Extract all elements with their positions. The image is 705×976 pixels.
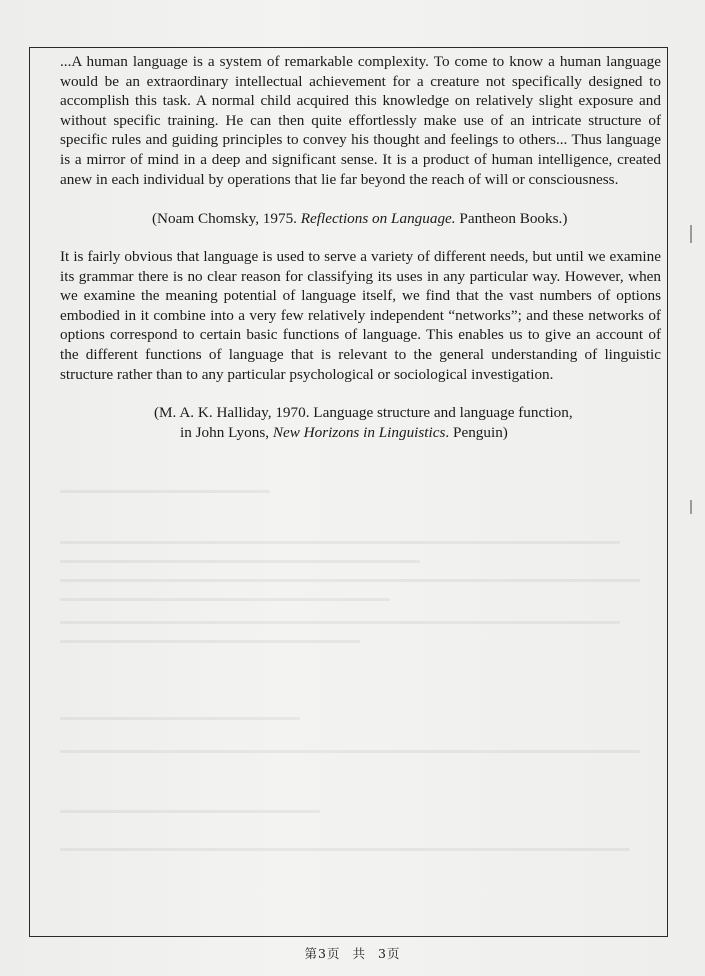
citation-publisher: Pantheon Books.) bbox=[455, 210, 568, 227]
bleed-through-line bbox=[60, 810, 320, 813]
total-pages-label: 3页 bbox=[378, 946, 401, 961]
bleed-through-line bbox=[60, 598, 390, 601]
bleed-through-line bbox=[60, 717, 300, 720]
bleed-through-line bbox=[60, 640, 360, 643]
bleed-through-line bbox=[60, 560, 420, 563]
current-page-label: 第3页 bbox=[304, 946, 341, 961]
citation-book-title: New Horizons in Linguistics bbox=[272, 424, 446, 441]
total-label: 共 bbox=[352, 946, 366, 961]
citation-book-title: Reflections on Language. bbox=[300, 210, 456, 227]
bleed-through-line bbox=[60, 848, 630, 851]
citation-publisher: . Penguin) bbox=[445, 424, 508, 441]
citation-editor: in John Lyons, bbox=[180, 424, 273, 441]
halliday-quote: It is fairly obvious that language is used to serve a variety of different needs, but until we examine its grammar there is no clear reason for classifying its uses in any particular way. However, when we examine the meaning potential of language itself, we find that the vast numbers of options embodied in it combine into a very few relatively independent “networks”; and these networks of options correspond to certain basic functions of language. This enables us to give an account of the different functions of language that is relevant to the general understanding of linguistic structure rather than to any particular psychological or sociological investigation. bbox=[60, 248, 661, 383]
citation-author: (Noam Chomsky, 1975. bbox=[152, 210, 301, 227]
margin-mark bbox=[690, 500, 692, 514]
bleed-through-line bbox=[60, 490, 270, 493]
margin-mark bbox=[690, 225, 692, 243]
halliday-citation-line2 bbox=[180, 423, 508, 443]
chomsky-quote: ...A human language is a system of remarkable complexity. To come to know a human language would be an extraordinary intellectual achievement for a creature not specifically designed to accomplish this task. A normal child acquired this knowledge on relatively slight exposure and without specific training. He can then quite effortlessly make use of an intricate structure of specific rules and guiding principles to convey his thought and feelings to others... Thus language is a mirror of mind in a deep and significant sense. It is a product of human intelligence, created anew in each individual by operations that lie far beyond the reach of will or consciousness. bbox=[60, 53, 661, 188]
halliday-citation-line1: (M. A. K. Halliday, 1970. Language structure and language function, bbox=[154, 404, 573, 421]
chomsky-citation bbox=[152, 209, 567, 229]
bleed-through-line bbox=[60, 621, 620, 624]
bleed-through-line bbox=[60, 750, 640, 753]
page-number-footer bbox=[0, 944, 705, 962]
bleed-through-line bbox=[60, 541, 620, 544]
bleed-through-line bbox=[60, 579, 640, 582]
